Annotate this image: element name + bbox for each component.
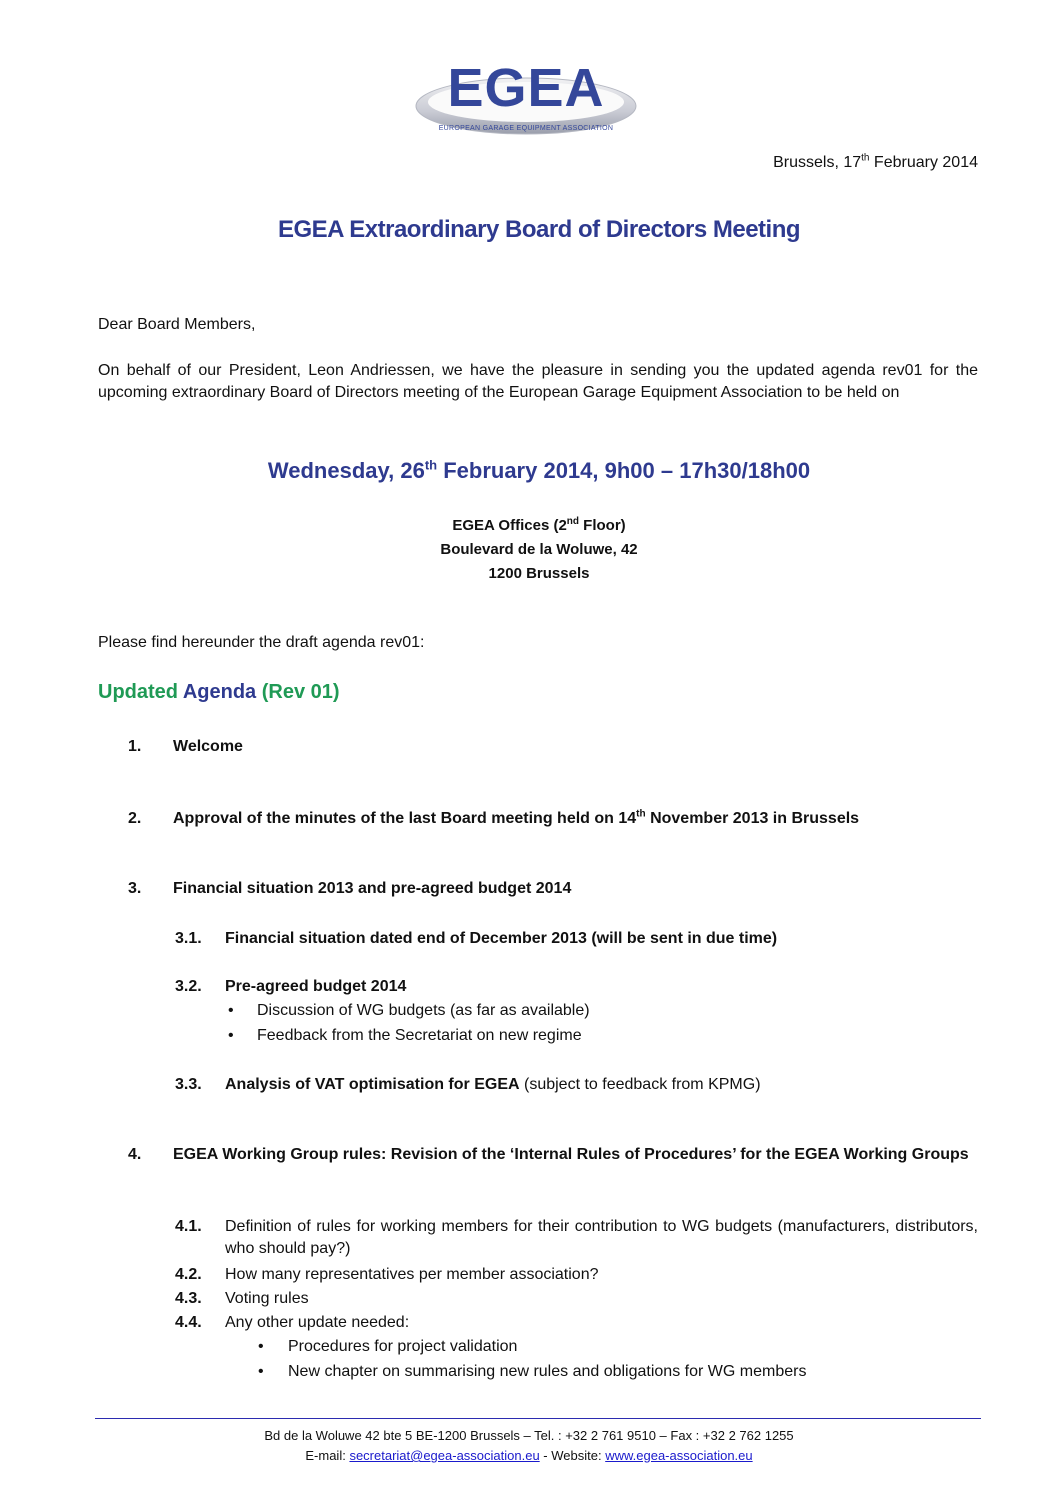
agenda-heading: Updated Agenda (Rev 01) — [98, 681, 340, 703]
logo-subtitle: EUROPEAN GARAGE EQUIPMENT ASSOCIATION — [438, 125, 614, 132]
agenda-item-number: 1. — [128, 738, 142, 755]
venue-block — [0, 514, 1058, 586]
bullet-icon: • — [258, 1338, 264, 1355]
salutation: Dear Board Members, — [98, 316, 256, 333]
agenda-subitem-voting: Voting rules — [225, 1290, 309, 1307]
agenda-item-number: 3. — [128, 880, 142, 897]
agenda-item-number: 4. — [128, 1146, 142, 1163]
bullet-text: New chapter on summarising new rules and obligations for WG members — [288, 1363, 807, 1380]
document-title: EGEA Extraordinary Board of Directors Meeting — [277, 216, 801, 243]
agenda-item-number: 2. — [128, 810, 142, 827]
egea-logo — [412, 56, 640, 142]
website-link[interactable]: www.egea-association.eu — [605, 1448, 753, 1463]
agenda-subitem-number: 4.3. — [175, 1290, 202, 1307]
agenda-subitem-number: 4.1. — [175, 1218, 202, 1235]
agenda-intro: Please find hereunder the draft agenda rev01: — [98, 634, 425, 651]
agenda-item-welcome: Welcome — [173, 738, 243, 755]
bullet-text: Feedback from the Secretariat on new regime — [257, 1027, 582, 1044]
venue-line-2: Boulevard de la Woluwe, 42 — [440, 541, 638, 558]
venue-line-3: 1200 Brussels — [488, 565, 590, 582]
agenda-subitem-number: 3.1. — [175, 930, 202, 947]
bullet-icon: • — [228, 1002, 234, 1019]
agenda-subitem-vat: Analysis of VAT optimisation for EGEA (subject to feedback from KPMG) — [225, 1076, 761, 1093]
bullet-icon: • — [258, 1363, 264, 1380]
agenda-subitem-representatives: How many representatives per member association? — [225, 1266, 599, 1283]
venue-line-1: EGEA Offices (2nd Floor) — [452, 516, 626, 534]
footer-address: Bd de la Woluwe 42 bte 5 BE-1200 Brussels – Tel. : +32 2 761 9510 – Fax : +32 2 762 1255 — [264, 1428, 794, 1443]
bullet-text: Discussion of WG budgets (as far as available) — [257, 1002, 590, 1019]
agenda-subitem-contribution: Definition of rules for working members for their contribution to WG budgets (manufacturers, distributors, who should pay?) — [225, 1218, 978, 1257]
footer-rule — [95, 1418, 981, 1419]
agenda-item-wg-rules: EGEA Working Group rules: Revision of the ‘Internal Rules of Procedures’ for the EGEA Working Groups — [173, 1146, 969, 1163]
date-line: Brussels, 17th February 2014 — [773, 152, 978, 171]
bullet-icon: • — [228, 1027, 234, 1044]
bullet-text: Procedures for project validation — [288, 1338, 518, 1355]
agenda-item-financial: Financial situation 2013 and pre-agreed budget 2014 — [173, 880, 572, 897]
agenda-subitem-number: 3.2. — [175, 978, 202, 995]
agenda-subitem-other: Any other update needed: — [225, 1314, 410, 1331]
agenda-subitem-budget: Pre-agreed budget 2014 — [225, 978, 407, 995]
footer-contact: E-mail: secretariat@egea-association.eu - Website: www.egea-association.eu — [305, 1448, 753, 1463]
logo-text: EGEA — [447, 58, 605, 118]
agenda-subitem-number: 4.4. — [175, 1314, 202, 1331]
agenda-subitem-number: 4.2. — [175, 1266, 202, 1283]
meeting-date: Wednesday, 26th February 2014, 9h00 – 17h30/18h00 — [267, 457, 811, 483]
agenda-subitem-number: 3.3. — [175, 1076, 202, 1093]
agenda-item-approval: Approval of the minutes of the last Board meeting held on 14th November 2013 in Brussels — [173, 808, 860, 827]
email-link[interactable]: secretariat@egea-association.eu — [349, 1448, 540, 1463]
intro-paragraph: On behalf of our President, Leon Andriessen, we have the pleasure in sending you the updated agenda rev01 for the upcoming extraordinary Board of Directors meeting of the European Garage Equipment Association to be held on — [98, 362, 978, 401]
agenda-subitem-financial-situation: Financial situation dated end of December 2013 (will be sent in due time) — [225, 930, 778, 947]
